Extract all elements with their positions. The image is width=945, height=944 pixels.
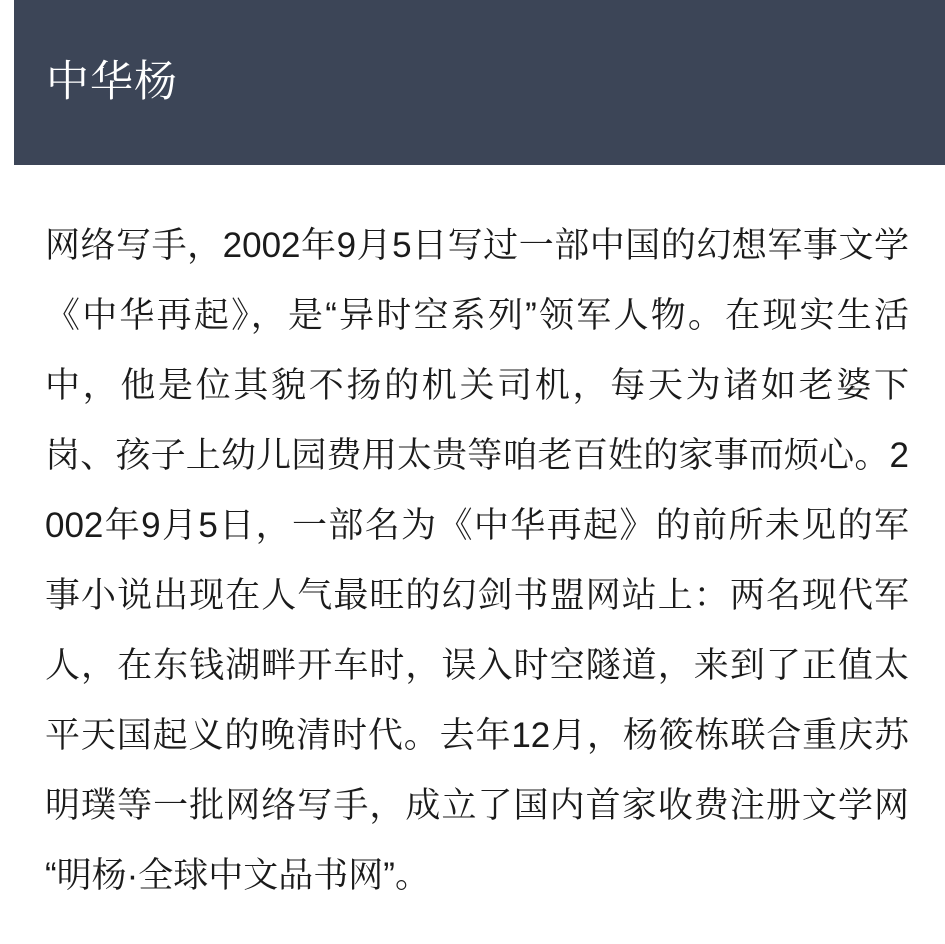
article-content: [14, 165, 945, 944]
page-header: [14, 0, 945, 165]
page-title: 中华杨: [46, 57, 178, 106]
left-margin-rail: [0, 0, 14, 944]
article-body-text: 网络写手，2002年9月5日写过一部中国的幻想军事文学《中华再起》，是“异时空系列”领军人物。在现实生活中，他是位其貌不扬的机关司机，每天为诸如老婆下岗、孩子上幼儿园费用太贵等咱老百姓的家事而烦心。2002年9月5日，一部名为《中华再起》的前所未见的军事小说出现在人气最旺的幻剑书盟网站上：两名现代军人，在东钱湖畔开车时，误入时空隧道，来到了正值太平天国起义的晚清时代。去年12月，杨筱栋联合重庆苏明璞等一批网络写手，成立了国内首家收费注册文学网“明杨·全球中文品书网”。: [45, 226, 909, 895]
